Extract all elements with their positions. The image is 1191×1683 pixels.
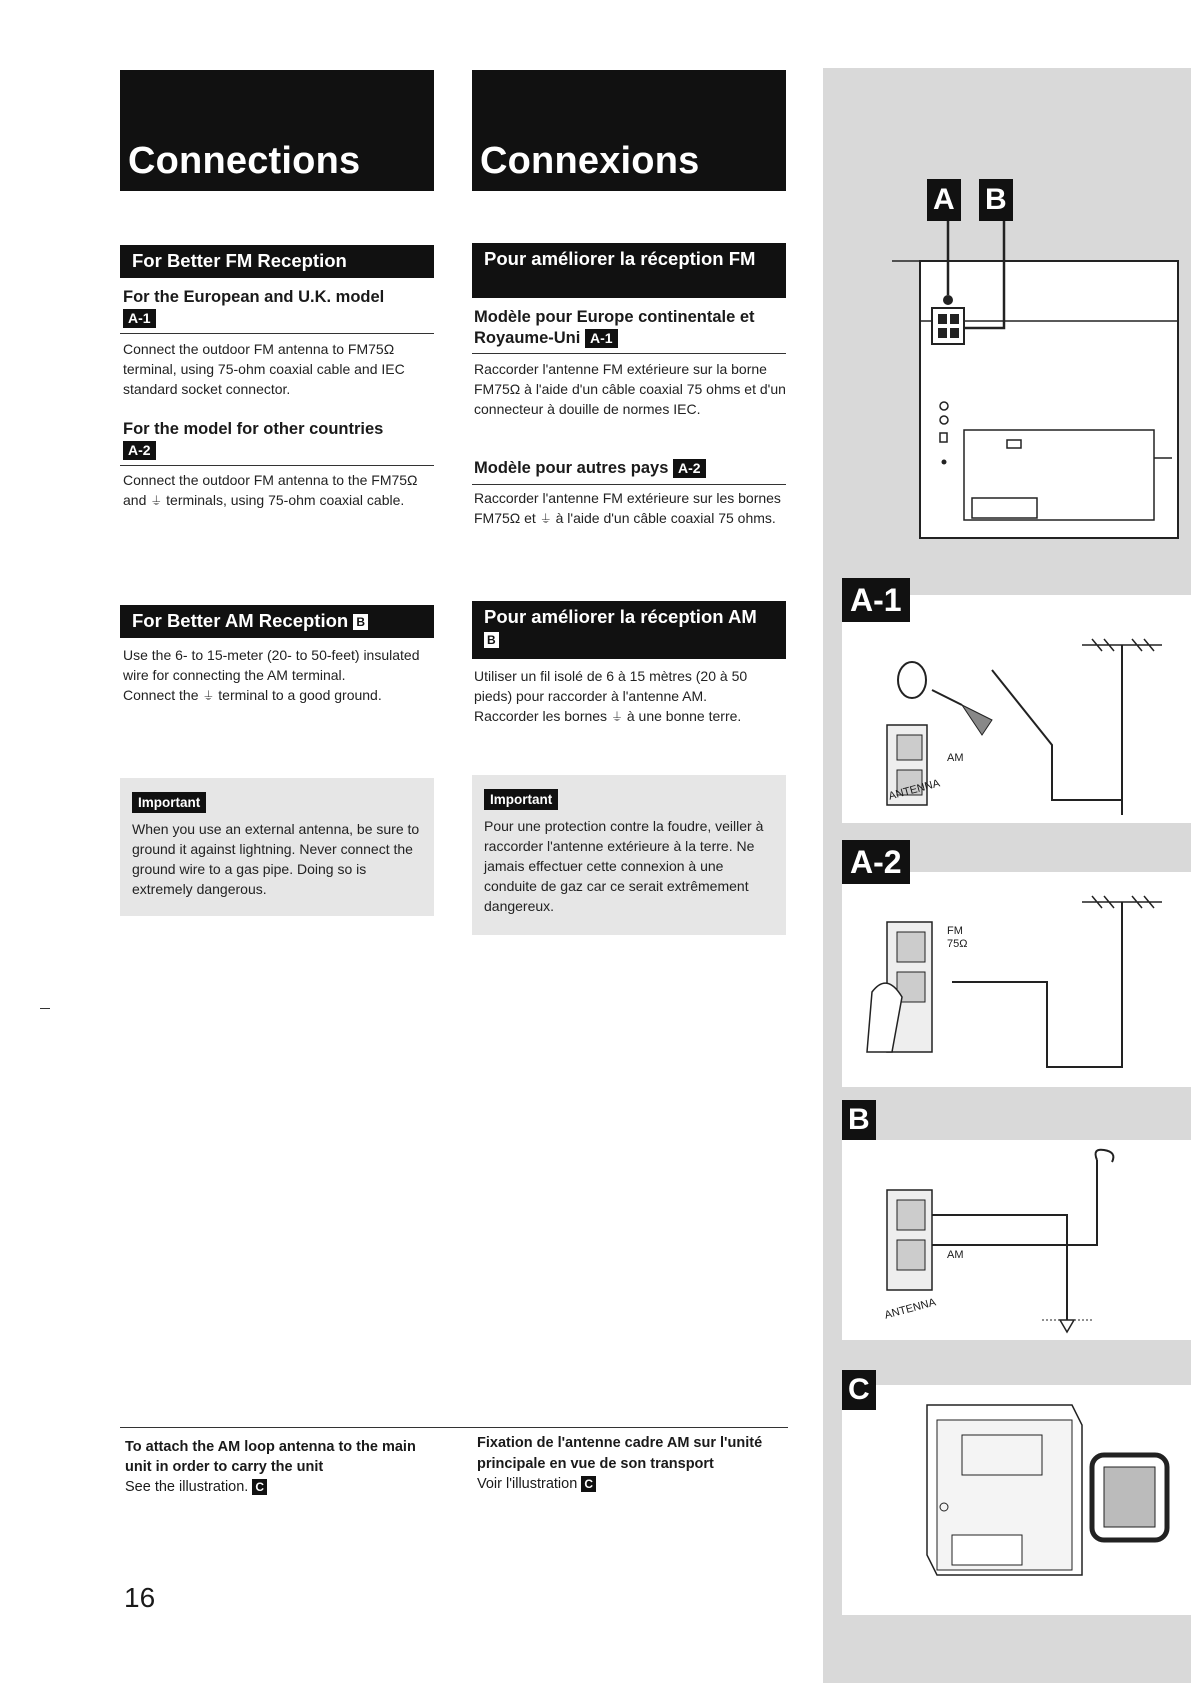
loop-heading-fr: Fixation de l'antenne cadre AM sur l'unité principale en vue de son transport [477,1435,763,1472]
badge-a1: A-1 [123,309,156,328]
heading-other-model-fr: Modèle pour autres pays A-2 [474,458,786,479]
loop-section-en: To attach the AM loop antenna to the main unit in order to carry the unit See the illustration. C [125,1437,425,1497]
body-other-model-en: Connect the outdoor FM antenna to the FM75Ω and ⏚ terminals, using 75-ohm coaxial cable. [123,472,418,508]
important-body-en: When you use an external antenna, be sure to ground it against lightning. Never connect the ground wire to a gas pipe. Doing so is extremely dangerous. [132,821,420,897]
margin-mark [40,1008,50,1009]
ground-icon: ⏚ [150,494,163,508]
figure-label-b: B [979,179,1013,221]
page-title-en: Connections [120,70,434,191]
antenna-label: ANTENNA [887,777,942,803]
heading-eu-model-en: For the European and U.K. model A-1 [123,288,385,327]
section-header-fm-en: For Better FM Reception [120,245,434,278]
divider [120,333,434,334]
loop-heading-en: To attach the AM loop antenna to the main unit in order to carry the unit [125,1439,416,1475]
figure-c-drawing [842,1385,1191,1615]
badge-b: B [353,614,368,630]
fm-ohm-label: 75Ω [947,938,968,950]
figure-label-c: C [842,1370,876,1410]
figure-a2-drawing [842,872,1191,1087]
ground-icon: ⏚ [202,689,215,703]
important-tag: Important [132,792,206,813]
body-eu-model-en: Connect the outdoor FM antenna to FM75Ω terminal, using 75-ohm coaxial cable and IEC standard socket connector. [123,341,405,397]
badge-a1: A-1 [585,329,618,348]
section-header-fm-fr: Pour améliorer la réception FM [472,243,786,298]
loop-section-fr: Fixation de l'antenne cadre AM sur l'unité principale en vue de son transport Voir l'illustration C [477,1433,777,1495]
figure-label-a2: A-2 [842,840,910,884]
badge-a2: A-2 [673,459,706,478]
important-body-fr: Pour une protection contre la foudre, veiller à raccorder l'antenne extérieure à la terre. Ne jamais effectuer cette connexion à une conduite de gaz car ce serait extrêmement dangereux. [484,818,764,914]
rear-panel-figure [832,78,1191,560]
page-number: 16 [124,1582,156,1613]
section-header-am-fr: Pour améliorer la réception AM B [472,601,786,659]
important-tag: Important [484,789,558,810]
section-header-am-en: For Better AM Reception B [120,605,434,638]
figure-label-b-fig: B [842,1100,876,1140]
important-box-fr [472,775,786,935]
page-title-fr: Connexions [472,70,786,191]
badge-c: C [252,1479,267,1495]
figure-label-a: A [927,179,961,221]
badge-a2: A-2 [123,441,156,460]
body-am-en: Use the 6- to 15-meter (20- to 50-feet) insulated wire for connecting the AM terminal. Connect the ⏚ terminal to a good ground. [123,647,420,703]
body-am-fr: Utiliser un fil isolé de 6 à 15 mètres (20 à 50 pieds) pour raccorder à l'antenne AM. Raccorder les bornes ⏚ à une bonne terre. [474,668,748,724]
divider [472,353,786,354]
rear-panel-drawing [832,78,1191,560]
am-label: AM [947,1249,964,1261]
fm-label: FM [947,925,963,937]
body-eu-model-fr: Raccorder l'antenne FM extérieure sur la borne FM75Ω à l'aide d'un câble coaxial 75 ohms et d'un connecteur à douille de normes IEC. [474,361,786,417]
figure-c-panel [842,1385,1191,1615]
ground-icon: ⏚ [539,512,552,526]
badge-c: C [581,1476,596,1492]
divider [120,1427,788,1428]
figure-a2-panel [842,872,1191,1087]
divider [120,465,434,466]
heading-other-model-en: For the model for other countries A-2 [123,420,384,459]
body-other-model-fr: Raccorder l'antenne FM extérieure sur les bornes FM75Ω et ⏚ à l'aide d'un câble coaxial 75 ohms. [474,490,781,526]
ground-icon: ⏚ [610,710,623,724]
badge-b: B [484,632,499,648]
divider [472,484,786,485]
important-box-en [120,778,434,916]
figure-label-a1: A-1 [842,578,910,622]
heading-eu-model-fr: Modèle pour Europe continentale et Royaume-Uni A-1 [474,308,755,347]
antenna-label: ANTENNA [883,1296,938,1322]
am-label: AM [947,752,964,764]
